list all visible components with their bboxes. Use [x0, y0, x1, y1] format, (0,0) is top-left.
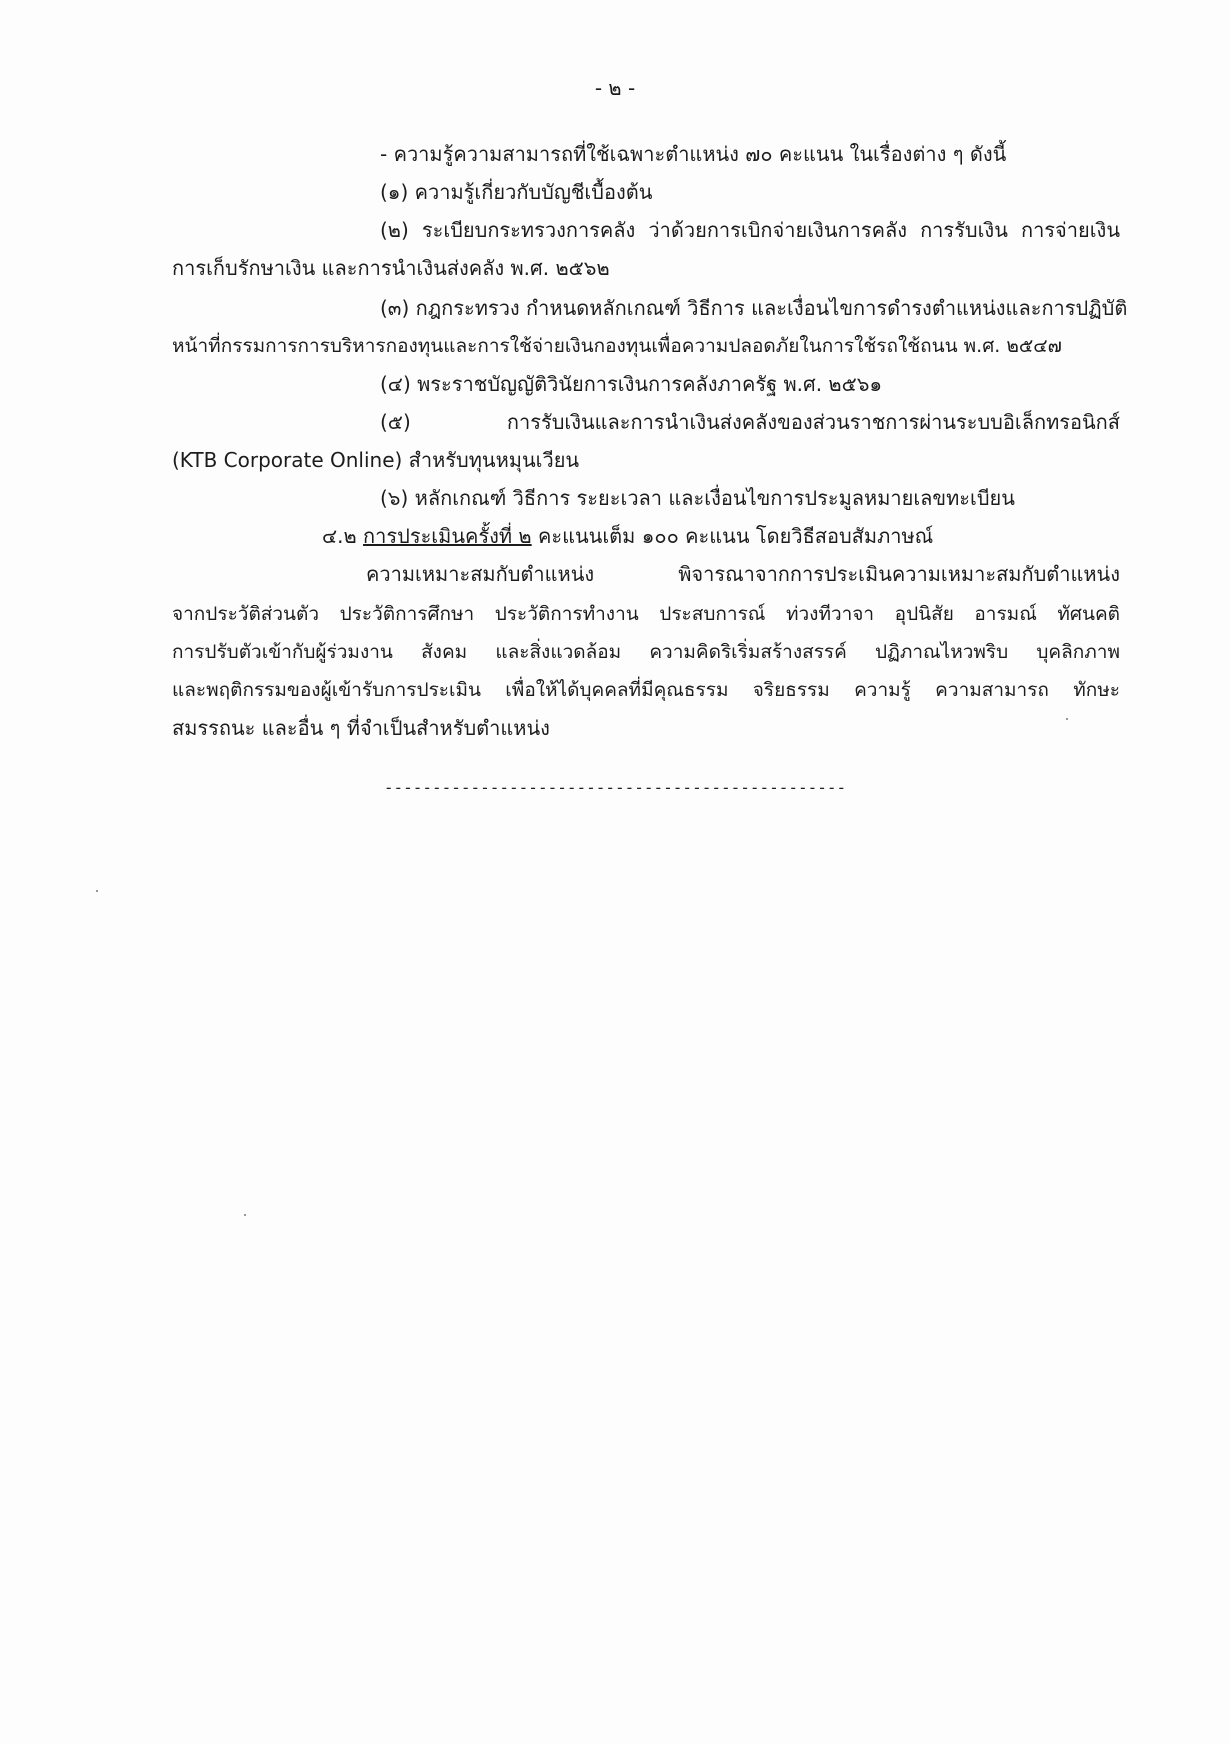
- scan-speck: [96, 890, 98, 892]
- list-item: (๓) กฎกระทรวง กำหนดหลักเกณฑ์ วิธีการ และเงื่อนไขการดำรงตำแหน่งและการปฏิบัติ: [380, 296, 1128, 320]
- scan-speck: [1066, 718, 1068, 720]
- paragraph-line: สมรรถนะ และอื่น ๆ ที่จำเป็นสำหรับตำแหน่ง: [172, 716, 550, 740]
- paragraph-line: - ความรู้ความสามารถที่ใช้เฉพาะตำแหน่ง ๗๐ คะแนน ในเรื่องต่าง ๆ ดังนี้: [380, 142, 1007, 166]
- section-description: คะแนนเต็ม ๑๐๐ คะแนน โดยวิธีสอบสัมภาษณ์: [537, 524, 934, 548]
- section-heading: [322, 522, 1120, 550]
- section-title: การประเมินครั้งที่ ๒: [363, 524, 532, 548]
- paragraph-line: จากประวัติส่วนตัว ประวัติการศึกษา ประวัติการทำงาน ประสบการณ์ ท่วงทีวาจา อุปนิสัย อารมณ์ ทัศนคติ: [172, 603, 1120, 625]
- list-item: (๒) ระเบียบกระทรวงการคลัง ว่าด้วยการเบิกจ่ายเงินการคลัง การรับเงิน การจ่ายเงิน: [380, 218, 1120, 242]
- paragraph-line: ความเหมาะสมกับตำแหน่ง พิจารณาจากการประเมินความเหมาะสมกับตำแหน่ง: [366, 562, 1120, 586]
- paragraph-line: และพฤติกรรมของผู้เข้ารับการประเมิน เพื่อให้ได้บุคคลที่มีคุณธรรม จริยธรรม ความรู้ ความสามารถ ทักษะ: [172, 679, 1120, 701]
- scan-speck: [244, 1214, 246, 1216]
- list-item-continuation: การเก็บรักษาเงิน และการนำเงินส่งคลัง พ.ศ. ๒๕๖๒: [172, 256, 610, 280]
- section-number: ๔.๒: [322, 524, 357, 548]
- list-item-continuation: (KTB Corporate Online) สำหรับทุนหมุนเวียน: [172, 448, 580, 472]
- paragraph-line: การปรับตัวเข้ากับผู้ร่วมงาน สังคม และสิ่งแวดล้อม ความคิดริเริ่มสร้างสรรค์ ปฏิภาณไหวพริบ บุคลิกภาพ: [172, 641, 1120, 663]
- list-item: (๔) พระราชบัญญัติวินัยการเงินการคลังภาครัฐ พ.ศ. ๒๕๖๑: [380, 372, 883, 396]
- list-item: (๖) หลักเกณฑ์ วิธีการ ระยะเวลา และเงื่อนไขการประมูลหมายเลขทะเบียน: [380, 486, 1015, 510]
- page-number: - ๒ -: [594, 76, 636, 100]
- end-divider: ------------------------------------------------: [383, 778, 847, 797]
- list-item: (๑) ความรู้เกี่ยวกับบัญชีเบื้องต้น: [380, 180, 653, 204]
- list-item-continuation: หน้าที่กรรมการการบริหารกองทุนและการใช้จ่ายเงินกองทุนเพื่อความปลอดภัยในการใช้รถใช้ถนน พ.ศ. ๒๕๔๗: [172, 335, 1062, 357]
- list-item: (๕) การรับเงินและการนำเงินส่งคลังของส่วนราชการผ่านระบบอิเล็กทรอนิกส์: [380, 410, 1120, 434]
